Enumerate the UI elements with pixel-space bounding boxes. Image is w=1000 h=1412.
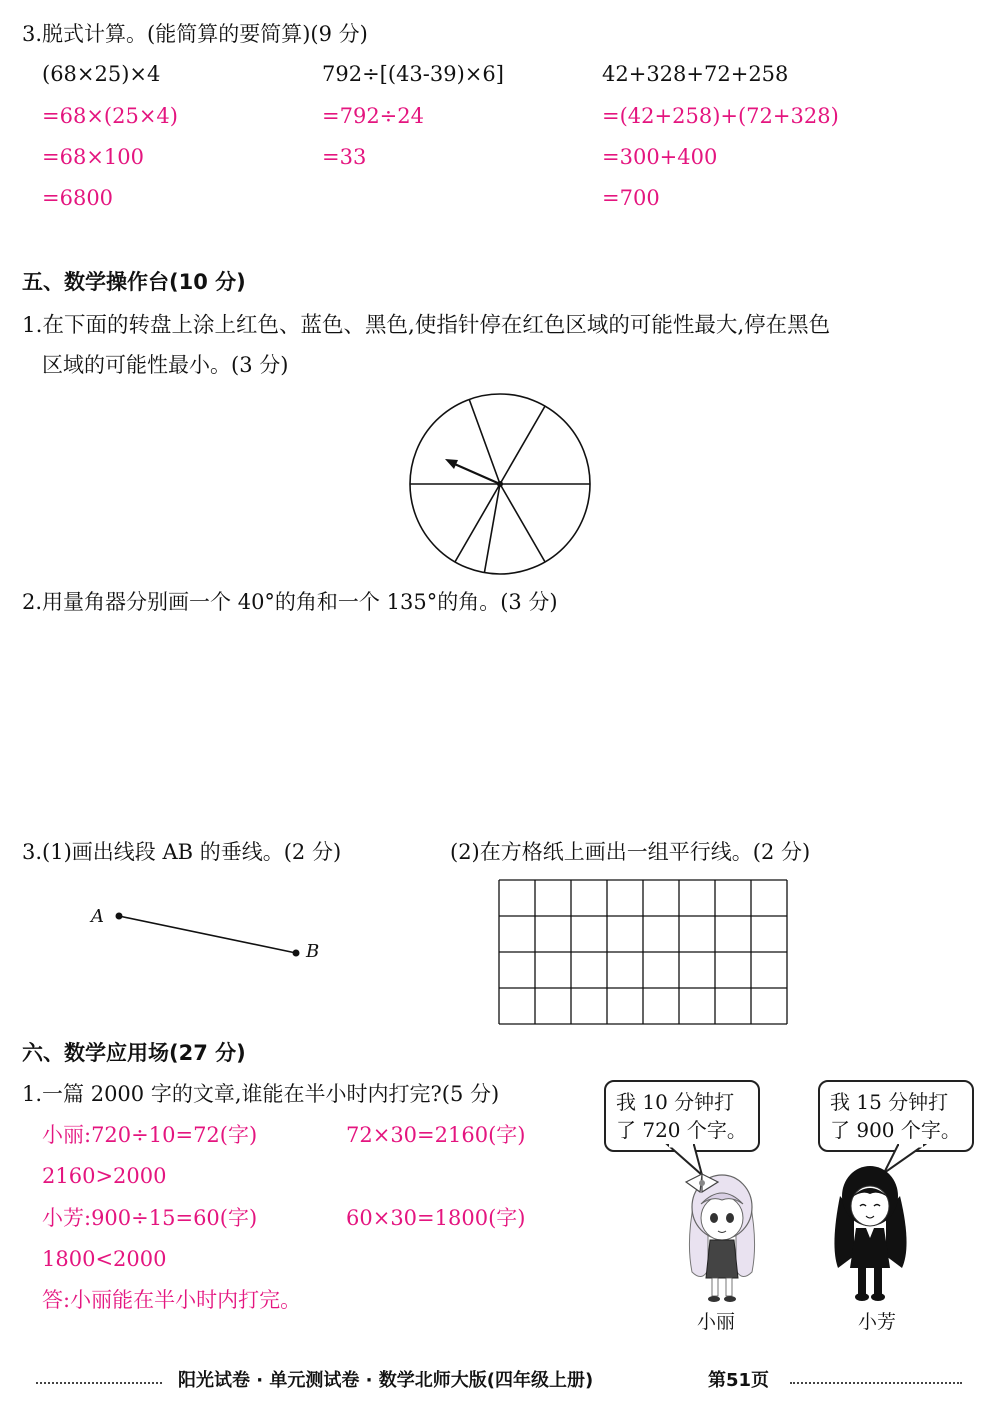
s6-q1: 1.一篇 2000 字的文章,谁能在半小时内打完?(5 分) (22, 1082, 500, 1106)
s5-q3a: 3.(1)画出线段 AB 的垂线。(2 分) (22, 840, 342, 864)
name-xiaofang: 小芳 (858, 1311, 897, 1333)
answer-line-7: 答:小丽能在半小时内打完。 (42, 1288, 302, 1312)
spinner-figure (408, 392, 592, 576)
footer-text: 阳光试卷 · 单元测试卷 · 数学北师大版(四年级上册) (178, 1370, 594, 1391)
answer-line-5: 60×30=1800(字) (346, 1206, 526, 1230)
girl-xiaofang-illustration (820, 1156, 920, 1312)
calc3-line4: =700 (602, 186, 660, 210)
s5-q1-line2: 区域的可能性最小。(3 分) (42, 353, 289, 377)
calc1-line3: =68×100 (42, 145, 144, 169)
answer-line-4: 小芳:900÷15=60(字) (42, 1206, 258, 1230)
calc1-line1: (68×25)×4 (42, 62, 161, 86)
point-a-label: A (91, 906, 104, 927)
calc2-line2: =792÷24 (322, 104, 424, 128)
calc3-line1: 42+328+72+258 (602, 62, 789, 86)
answer-line-6: 1800<2000 (42, 1247, 167, 1271)
point-b-label: B (306, 941, 320, 962)
point-a-dot (116, 913, 123, 920)
spinner-divider (500, 406, 545, 484)
point-b-dot (293, 950, 300, 957)
footer-dots-right (790, 1382, 962, 1384)
calc3-line2: =(42+258)+(72+328) (602, 104, 839, 128)
calc1-line4: =6800 (42, 186, 114, 210)
speech-bubble-xiaofang: 我 15 分钟打了 900 个字。 (818, 1080, 974, 1152)
footer-dots-left (36, 1382, 162, 1384)
spinner-divider (500, 484, 545, 562)
segment-ab (110, 908, 310, 968)
section6-title: 六、数学应用场(27 分) (22, 1041, 246, 1065)
answer-line-1: 小丽:720÷10=72(字) (42, 1123, 258, 1147)
calc1-line2: =68×(25×4) (42, 104, 178, 128)
page-footer (0, 1368, 1000, 1398)
calc3-line3: =300+400 (602, 145, 718, 169)
calc2-line3: =33 (322, 145, 367, 169)
s5-q2: 2.用量角器分别画一个 40°的角和一个 135°的角。(3 分) (22, 590, 558, 614)
answer-line-3: 2160>2000 (42, 1164, 167, 1188)
s5-q1-line1: 1.在下面的转盘上涂上红色、蓝色、黑色,使指针停在红色区域的可能性最大,停在黑色 (22, 313, 831, 338)
spinner-center (497, 481, 503, 487)
pointer-arrowhead-icon (445, 459, 458, 469)
s5-q3b: (2)在方格纸上画出一组平行线。(2 分) (450, 840, 811, 864)
name-xiaoli: 小丽 (697, 1311, 736, 1333)
calc2-line1: 792÷[(43-39)×6] (322, 62, 504, 86)
section5-title: 五、数学操作台(10 分) (22, 270, 246, 294)
girl-xiaoli-illustration (672, 1152, 772, 1312)
q3-title: 3.脱式计算。(能简算的要简算)(9 分) (22, 22, 368, 46)
grid-paper (498, 879, 788, 1025)
speech-bubble-xiaoli: 我 10 分钟打了 720 个字。 (604, 1080, 760, 1152)
footer-page-number: 第51页 (708, 1370, 770, 1391)
answer-line-2: 72×30=2160(字) (346, 1123, 526, 1147)
